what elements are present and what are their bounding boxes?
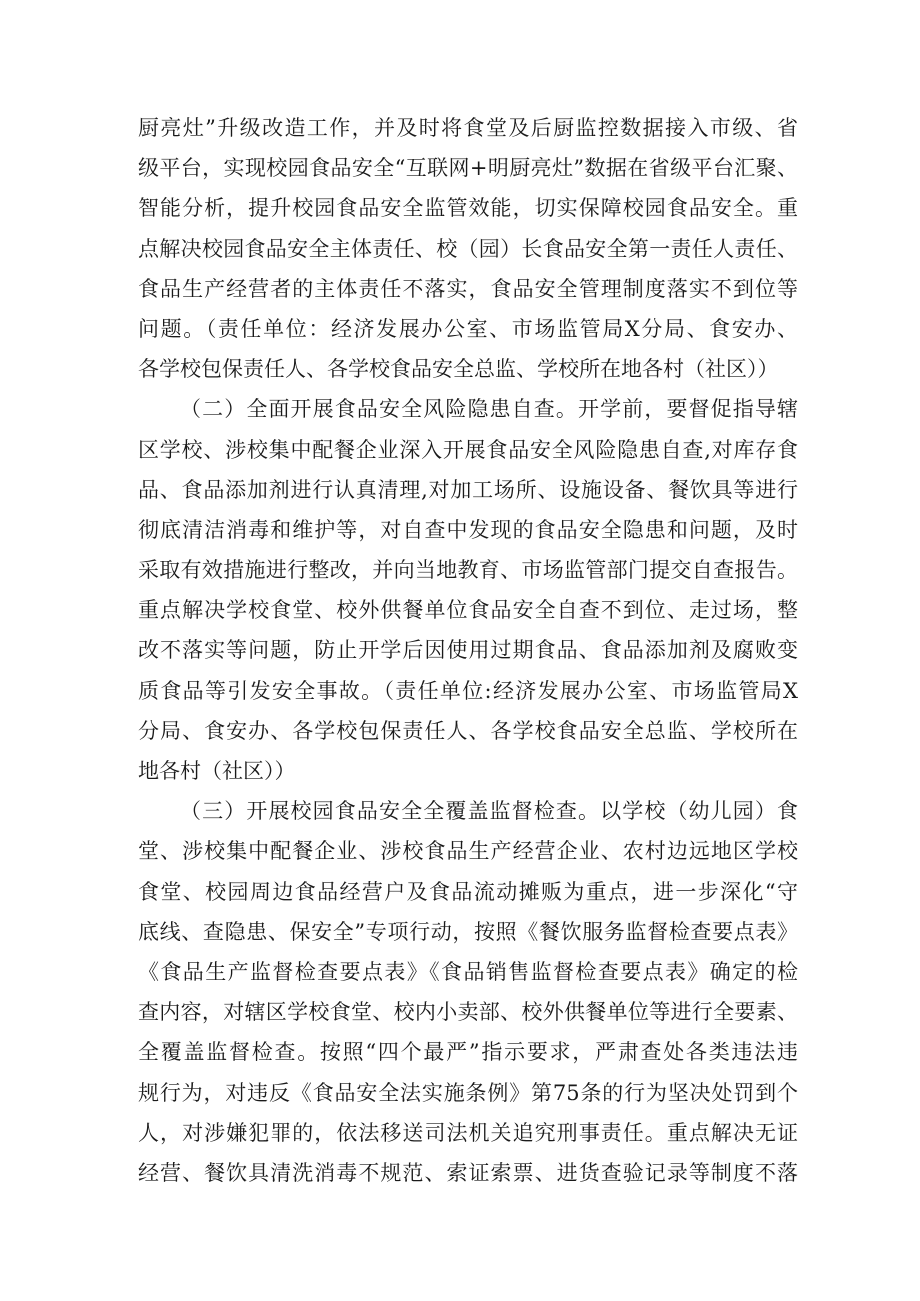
text-line: （二）全面开展食品安全风险隐患自查。开学前，要督促指导辖	[180, 397, 798, 422]
text-line: 彻底清洁消毒和维护等，对自查中发现的食品安全隐患和问题，及时	[138, 517, 798, 542]
text-line: 堂、涉校集中配餐企业、涉校食品生产经营企业、农村边远地区学校	[138, 839, 798, 864]
text-line: 重点解决学校食堂、校外供餐单位食品安全自查不到位、走过场，整	[138, 598, 798, 623]
text-line: 底线、查隐患、保安全”专项行动，按照《餐饮服务监督检查要点表》	[138, 919, 798, 944]
text-line: 全覆盖监督检查。按照“四个最严”指示要求，严肃查处各类违法违	[138, 1040, 798, 1065]
text-line: 级平台，实现校园食品安全“互联网+明厨亮灶”数据在省级平台汇聚、	[138, 156, 798, 181]
text-line: 分局、食安办、各学校包保责任人、各学校食品安全总监、学校所在	[138, 718, 798, 743]
text-line: 《食品生产监督检查要点表》《食品销售监督检查要点表》确定的检	[138, 959, 798, 984]
text-line: （三）开展校园食品安全全覆盖监督检查。以学校（幼儿园）食	[180, 799, 798, 824]
text-line: 点解决校园食品安全主体责任、校（园）长食品安全第一责任人责任、	[138, 236, 798, 261]
text-line: 品、食品添加剂进行认真清理,对加工场所、设施设备、餐饮具等进行	[138, 477, 798, 502]
text-line: 采取有效措施进行整改，并向当地教育、市场监管部门提交自查报告。	[138, 558, 798, 583]
text-line: 经营、餐饮具清洗消毒不规范、索证索票、进货查验记录等制度不落	[138, 1160, 798, 1185]
document-body	[138, 108, 798, 1193]
text-line: 各学校包保责任人、各学校食品安全总监、学校所在地各村（社区））	[138, 357, 779, 382]
text-line: 区学校、涉校集中配餐企业深入开展食品安全风险隐患自查,对库存食	[138, 437, 798, 462]
text-line: 问题。（责任单位：经济发展办公室、市场监管局X分局、食安办、	[138, 316, 798, 341]
text-line: 食堂、校园周边食品经营户及食品流动摊贩为重点，进一步深化“守	[138, 879, 798, 904]
text-line: 质食品等引发安全事故。（责任单位:经济发展办公室、市场监管局X	[138, 678, 798, 703]
text-line: 厨亮灶”升级改造工作，并及时将食堂及后厨监控数据接入市级、省	[138, 116, 798, 140]
paragraph-section-3	[138, 791, 798, 1193]
paragraph-section-2	[138, 389, 798, 791]
text-line: 查内容，对辖区学校食堂、校内小卖部、校外供餐单位等进行全要素、	[138, 1000, 798, 1025]
text-line: 智能分析，提升校园食品安全监管效能，切实保障校园食品安全。重	[138, 196, 798, 221]
text-line: 食品生产经营者的主体责任不落实，食品安全管理制度落实不到位等	[138, 276, 798, 301]
paragraph-continuation	[138, 108, 798, 389]
text-line: 地各村（社区））	[138, 759, 296, 783]
text-line: 改不落实等问题，防止开学后因使用过期食品、食品添加剂及腐败变	[138, 638, 798, 663]
text-line: 规行为，对违反《食品安全法实施条例》第75条的行为坚决处罚到个	[138, 1080, 798, 1105]
text-line: 人，对涉嫌犯罪的，依法移送司法机关追究刑事责任。重点解决无证	[138, 1120, 798, 1145]
